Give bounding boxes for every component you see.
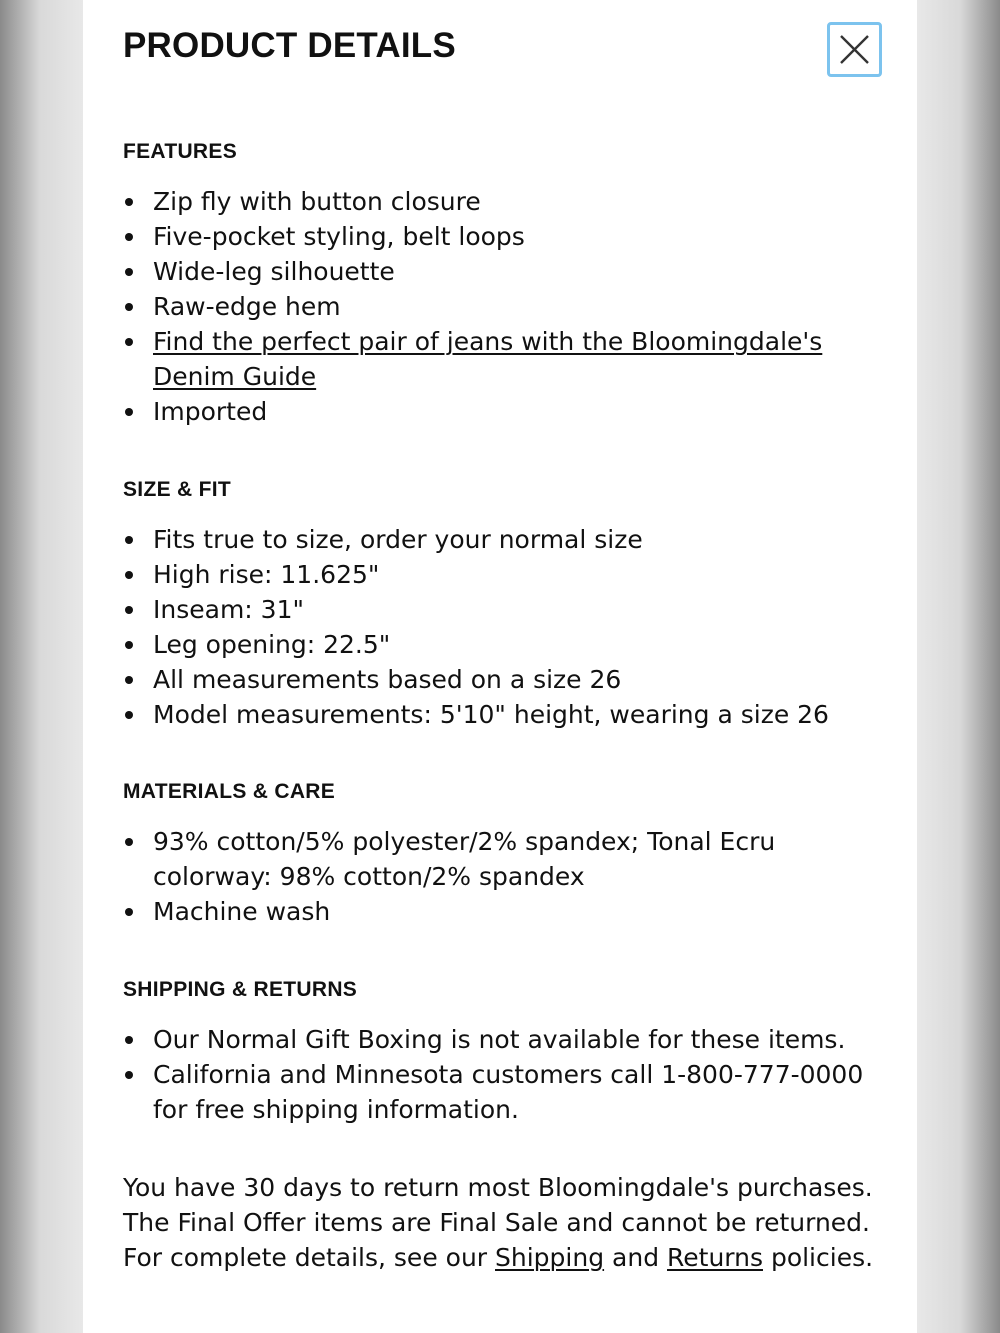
list-item: California and Minnesota customers call 1-800-777-0000 for free shipping information. bbox=[123, 1057, 883, 1127]
list-item: Model measurements: 5'10" height, wearing a size 26 bbox=[123, 697, 883, 732]
features-list bbox=[123, 184, 883, 429]
shipping-returns-list bbox=[123, 1022, 883, 1127]
shipping-returns-section bbox=[123, 978, 883, 1127]
close-button[interactable] bbox=[827, 22, 882, 77]
list-item: High rise: 11.625" bbox=[123, 557, 883, 592]
materials-care-list bbox=[123, 824, 883, 929]
bullet-icon bbox=[125, 408, 133, 416]
list-item: All measurements based on a size 26 bbox=[123, 662, 883, 697]
list-item: Our Normal Gift Boxing is not available for these items. bbox=[123, 1022, 883, 1057]
product-details-modal bbox=[83, 0, 917, 1333]
denim-guide-link[interactable]: Find the perfect pair of jeans with the Bloomingdale's Denim Guide bbox=[153, 327, 823, 391]
list-item: Machine wash bbox=[123, 894, 883, 929]
bullet-icon bbox=[125, 303, 133, 311]
bullet-icon bbox=[125, 268, 133, 276]
close-x-icon bbox=[839, 34, 870, 65]
materials-care-section bbox=[123, 780, 883, 929]
bullet-icon bbox=[125, 1071, 133, 1079]
bullet-icon bbox=[125, 1036, 133, 1044]
bullet-icon bbox=[125, 571, 133, 579]
bullet-icon bbox=[125, 536, 133, 544]
list-item: Raw-edge hem bbox=[123, 289, 883, 324]
bullet-icon bbox=[125, 198, 133, 206]
list-item: Five-pocket styling, belt loops bbox=[123, 219, 883, 254]
returns-link[interactable]: Returns bbox=[667, 1243, 763, 1272]
bullet-icon bbox=[125, 711, 133, 719]
size-fit-list bbox=[123, 522, 883, 732]
bullet-icon bbox=[125, 838, 133, 846]
bullet-icon bbox=[125, 338, 133, 346]
size-fit-heading: SIZE & FIT bbox=[123, 478, 231, 501]
features-heading: FEATURES bbox=[123, 140, 238, 163]
bullet-icon bbox=[125, 908, 133, 916]
list-item: Fits true to size, order your normal size bbox=[123, 522, 883, 557]
returns-policy-text: You have 30 days to return most Bloomingdale's purchases. The Final Offer items are Final Sale and cannot be returned. For complete details, see our Shipping and Returns policies. bbox=[123, 1173, 874, 1272]
list-item: Wide-leg silhouette bbox=[123, 254, 883, 289]
list-item bbox=[123, 324, 883, 394]
list-item: Inseam: 31" bbox=[123, 592, 883, 627]
list-item: Zip fly with button closure bbox=[123, 184, 883, 219]
bullet-icon bbox=[125, 676, 133, 684]
bullet-icon bbox=[125, 606, 133, 614]
shipping-link[interactable]: Shipping bbox=[495, 1243, 605, 1272]
list-item: 93% cotton/5% polyester/2% spandex; Tonal Ecru colorway: 98% cotton/2% spandex bbox=[123, 824, 883, 894]
bullet-icon bbox=[125, 641, 133, 649]
size-fit-section bbox=[123, 478, 883, 732]
bullet-icon bbox=[125, 233, 133, 241]
features-section bbox=[123, 140, 883, 429]
list-item: Leg opening: 22.5" bbox=[123, 627, 883, 662]
modal-title: PRODUCT DETAILS bbox=[123, 26, 456, 65]
materials-care-heading: MATERIALS & CARE bbox=[123, 780, 336, 803]
list-item: Imported bbox=[123, 394, 883, 429]
shipping-returns-heading: SHIPPING & RETURNS bbox=[123, 978, 358, 1001]
